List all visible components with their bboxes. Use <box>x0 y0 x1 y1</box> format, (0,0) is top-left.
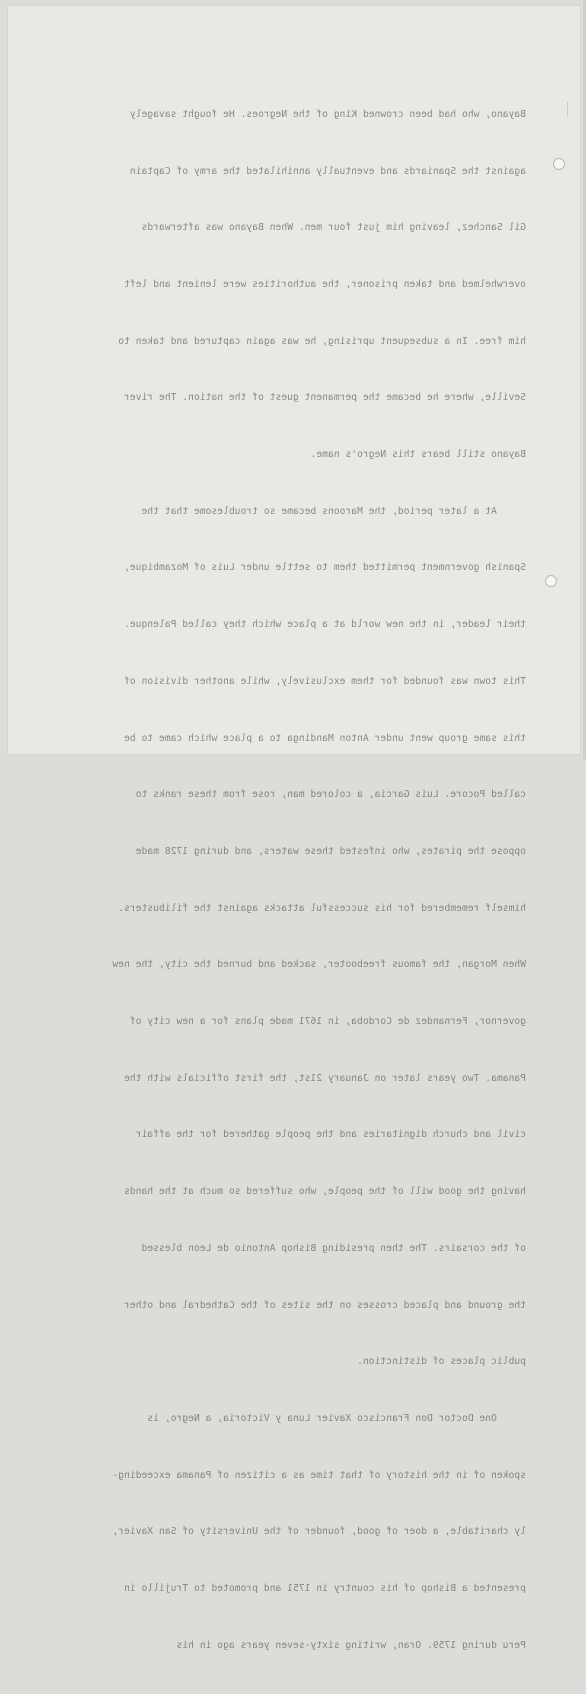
mirrored-typewritten-text <box>38 68 526 1694</box>
text-line: himself remembered for his successful attacks against the filibusters. <box>118 902 526 914</box>
text-line: One Doctor Don Francisco Xavier Luna y Victoria, a Negro, is <box>147 1412 526 1424</box>
pencil-margin-mark <box>567 102 568 116</box>
text-line: presented a Bishop of his country in 1751 and promoted to Trujillo in <box>124 1583 526 1595</box>
text-line: public places of distinction. <box>357 1356 526 1368</box>
text-line: spoken of in the history of that time as a citizen of Panama exceeding- <box>112 1469 526 1481</box>
text-line: of the corsairs. The then presiding Bishop Antonio de Leon blessed <box>141 1242 526 1254</box>
document-page <box>8 6 580 1651</box>
text-line: ly charitable, a doer of good, founder of the University of San Xavier, <box>112 1526 526 1538</box>
text-line: governor, Fernandez de Cordoba, in 1671 made plans for a new city of <box>129 1016 526 1028</box>
text-line: Spanish government permitted them to settle under Luis of Mozambique, <box>124 562 526 574</box>
text-line: This town was founded for them exclusively, while another division of <box>124 675 526 687</box>
text-line: civil and church dignitaries and the people gathered for the affair <box>135 1129 526 1141</box>
text-line: Gil Sanchez, leaving him just four men. When Bayano was afterwards <box>141 222 526 234</box>
text-line: Bayano, who had been crowned King of the Negroes. He fought savagely <box>129 108 526 120</box>
text-line: this same group went under Anton Mandinga to a place which came to be <box>124 732 526 744</box>
text-line: Peru during 1759. Oran, writing sixty-seven years ago in his <box>176 1639 526 1651</box>
punch-hole-icon <box>545 575 557 587</box>
text-line: overwhelmed and taken prisoner, the authorities were lenient and left <box>124 278 526 290</box>
punch-hole-icon <box>553 158 565 170</box>
text-line: the ground and placed crosses on the sites of the Cathedral and other <box>124 1299 526 1311</box>
text-line: having the good will of the people, who suffered so much at the hands <box>124 1186 526 1198</box>
text-line: Panama. Two years later on January 21st, the first officials with the <box>124 1072 526 1084</box>
text-line: Bayano still bears this Negro's name. <box>310 449 526 461</box>
text-line: Seville, where he became the permanent guest of the nation. The river <box>124 392 526 404</box>
text-line: their leader, in the new world at a place which they called Palenque. <box>124 619 526 631</box>
text-line: oppose the pirates, who infested these waters, and during 1728 made <box>135 845 526 857</box>
text-line: called Pocore. Luis Garcia, a colored man, rose from these ranks to <box>135 789 526 801</box>
text-line: At a later period, the Maroons became so troublesome that the <box>141 505 526 517</box>
text-line: When Morgan, the famous freebooter, sacked and burned the city, the new <box>112 959 526 971</box>
text-line: against the Spaniards and eventually annihilated the army of Captain <box>129 165 526 177</box>
text-line: him free. In a subsequent uprising, he was again captured and taken to <box>118 335 526 347</box>
